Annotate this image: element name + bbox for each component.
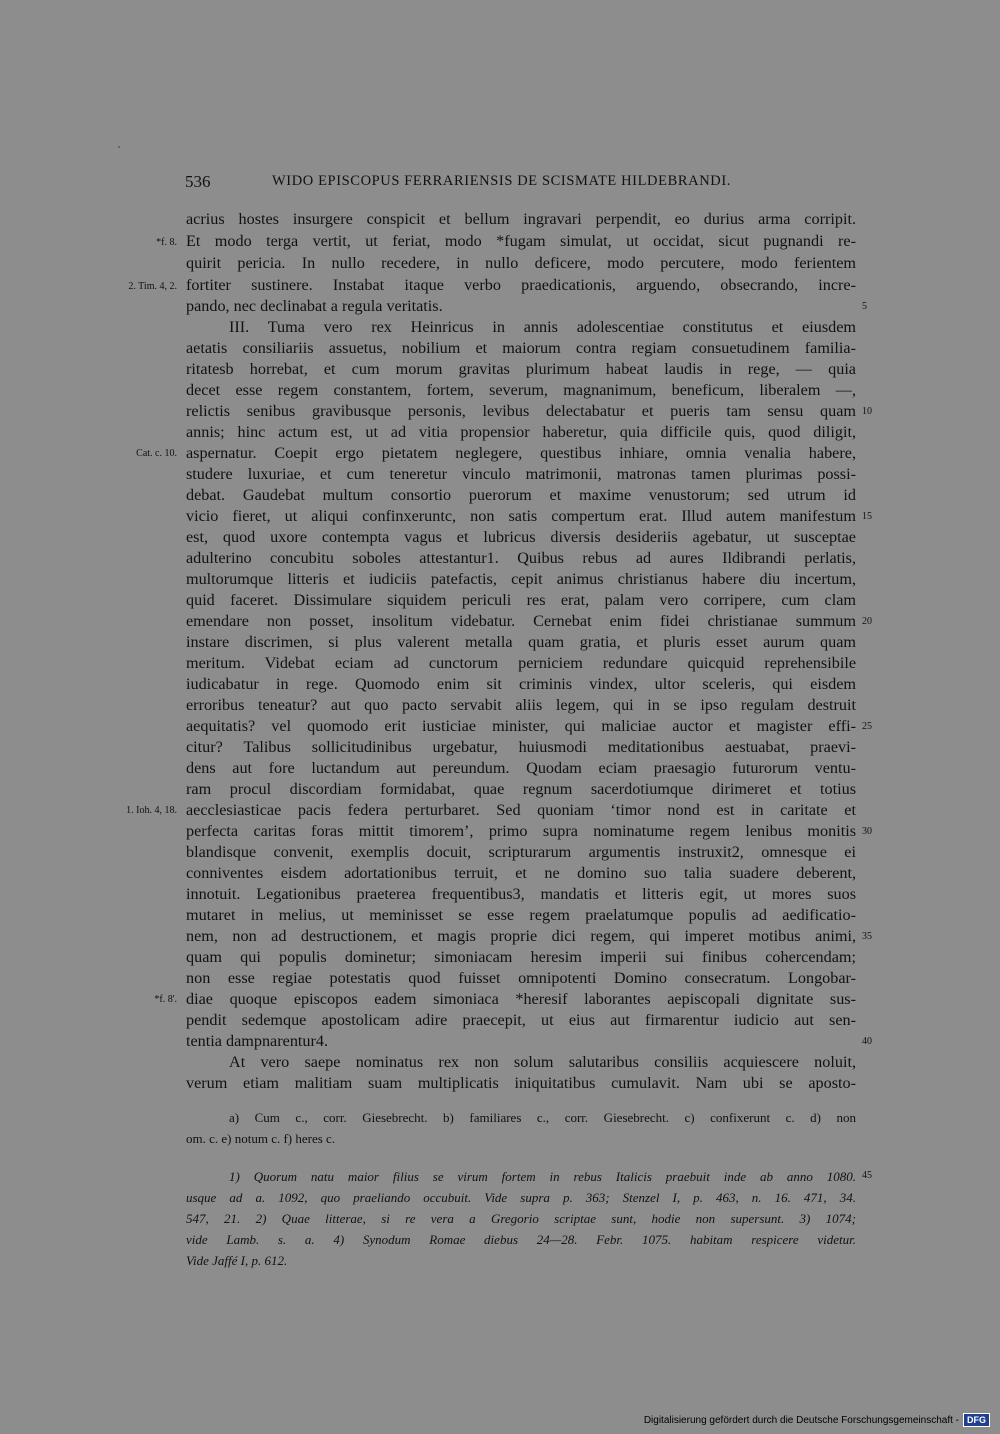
text-line: perfecta caritas foras mittit timorem’, primo supra nominatume regem lenibus monitis <box>186 822 856 840</box>
text-line: est, quod uxore contempta vagus et lubricus diversis desideriis agebatur, ut susceptae <box>186 528 856 546</box>
text-line: acrius hostes insurgere conspicit et bellum ingravari perpendit, eo durius arma corripit. <box>186 210 856 228</box>
line-number: 10 <box>862 406 872 417</box>
line-number: 5 <box>862 301 867 312</box>
text-line: quam qui populis dominetur; simoniacam heresim imperii sui finibus cohercendam; <box>186 948 856 966</box>
line-number: 25 <box>862 721 872 732</box>
text-line: mutaret in melius, ut meminisset se esse regem praelatumque populis ad aedificatio- <box>186 906 856 924</box>
text-line: quid faceret. Dissimulare siquidem periculi res erat, palam vero corripere, cum clam <box>186 591 856 609</box>
running-title: WIDO EPISCOPUS FERRARIENSIS DE SCISMATE HILDEBRANDI. <box>272 173 731 189</box>
line-number: 30 <box>862 826 872 837</box>
dfg-logo-icon: DFG <box>963 1413 990 1427</box>
text-line: fortiter sustinere. Instabat itaque verbo praedicationis, arguendo, obsecrando, incre- <box>186 276 856 294</box>
margin-ref: 2. Tim. 4, 2. <box>128 281 177 292</box>
line-number: 20 <box>862 616 872 627</box>
text-line: non esse regiae potestatis quod fuisset omnipotenti Domino consecratum. Longobar- <box>186 969 856 987</box>
text-line: aequitatis? vel quomodo erit iusticiae minister, qui maliciae auctor et magister effi- <box>186 717 856 735</box>
text-line: erroribus teneatur? aut quo pacto servabit aliis legem, qui in se ipso regulam destruit <box>186 696 856 714</box>
text-line: III. Tuma vero rex Heinricus in annis adolescentiae constitutus et eiusdem <box>229 318 856 336</box>
text-line: tentia dampnarentur4. <box>186 1032 329 1050</box>
footnote-line: vide Lamb. s. a. 4) Synodum Romae diebus 24—28. Febr. 1075. habitam respicere videtur. <box>186 1232 856 1247</box>
text-line: pendit sedemque apostolicam adire praecepit, ut eius aut firmarentur iudicio aut sen- <box>186 1011 856 1029</box>
text-line: decet esse regem constantem, fortem, severum, magnanimum, beneficum, liberalem —, <box>186 381 856 399</box>
text-line: ram procul discordiam formidabat, quae regnum sacerdotiumque dirimeret et totius <box>186 780 856 798</box>
text-line: conniventes eisdem adortationibus terruit, et ne domino suo talia suadere deberent, <box>186 864 856 882</box>
text-line: adulterino concubitu soboles attestantur1. Quibus rebus ad aures Ildibrandi perlatis, <box>186 549 856 567</box>
text-line: instare discrimen, si plus valerent metalla quam gratia, et pluris esset aurum quam <box>186 633 856 651</box>
text-line: relictis senibus gravibusque personis, levibus delectabatur et pueris tam sensu quam <box>186 402 856 420</box>
text-line: innotuit. Legationibus praeterea frequentibus3, mandatis et litteris egit, ut mores suos <box>186 885 856 903</box>
margin-ref: *f. 8. <box>156 237 177 248</box>
text-line: ritatesb horrebat, et cum morum gravitas plurimum habeat laudis in rege, — quia <box>186 360 856 378</box>
footnote-line: usque ad a. 1092, quo praeliando occubuit. Vide supra p. 363; Stenzel I, p. 463, n. 16. 471, 34. <box>186 1190 856 1205</box>
text-line: annis; hinc actum est, ut ad vitia propensior haberetur, quia difficile quis, quod diligit, <box>186 423 856 441</box>
text-line: pando, nec declinabat a regula veritatis. <box>186 297 443 315</box>
margin-ref: Cat. c. 10. <box>136 448 177 459</box>
scan-speck <box>118 146 120 148</box>
text-line: iudicabatur in rege. Quomodo enim sit criminis vindex, ultor sceleris, qui eisdem <box>186 675 856 693</box>
text-line: At vero saepe nominatus rex non solum salutaribus consiliis acquiescere noluit, <box>229 1053 856 1071</box>
text-line: blandisque convenit, exemplis docuit, scripturarum argumentis instruxit2, omnesque ei <box>186 843 856 861</box>
text-line: aecclesiasticae pacis federa perturbaret. Sed quoniam ‘timor nond est in caritate et <box>186 801 856 819</box>
margin-ref: *f. 8'. <box>154 994 177 1005</box>
text-line: diae quoque episcopos eadem simoniaca *heresif laborantes aepiscopali dignitate sus- <box>186 990 856 1008</box>
footnote-line: 547, 21. 2) Quae litterae, si re vera a Gregorio scriptae sunt, hodie non supersunt. 3) 1074; <box>186 1211 856 1226</box>
text-line: citur? Talibus sollicitudinibus urgebatur, huiusmodi meditationibus aestuabat, praevi- <box>186 738 856 756</box>
text-line: aspernatur. Coepit ergo pietatem neglegere, questibus inhiare, omnia venalia habere, <box>186 444 856 462</box>
line-number: 40 <box>862 1036 872 1047</box>
text-line: debat. Gaudebat multum consortio puerorum et maxime venustorum; sed utrum id <box>186 486 856 504</box>
footnote-line: 1) Quorum natu maior filius se virum fortem in rebus Italicis praebuit inde ab anno 1080. <box>229 1169 856 1184</box>
text-line: multorumque litteris et iudiciis patefactis, cepit animus christianus habere diu incertum, <box>186 570 856 588</box>
footer-text: Digitalisierung gefördert durch die Deutsche Forschungsgemeinschaft - <box>643 1414 959 1426</box>
margin-ref: 1. Ioh. 4, 18. <box>126 805 177 816</box>
text-line: meritum. Videbat eciam ad cunctorum perniciem redundare quicquid reprehensibile <box>186 654 856 672</box>
apparatus-line: a) Cum c., corr. Giesebrecht. b) familiares c., corr. Giesebrecht. c) confixerunt c. d) non <box>229 1110 856 1125</box>
page-number: 536 <box>185 172 211 191</box>
text-line: quirit pericia. In nullo recedere, in nullo deficere, modo percutere, modo ferientem <box>186 254 856 272</box>
apparatus-line: om. c. e) notum c. f) heres c. <box>186 1131 336 1146</box>
text-line: aetatis consiliariis assuetus, nobilium et maiorum contra regiam consuetudinem familia- <box>186 339 856 357</box>
text-line: Et modo terga vertit, ut feriat, modo *fugam simulat, ut occidat, sicut pugnandi re- <box>186 232 856 250</box>
digitization-footer <box>644 1412 990 1428</box>
text-line: nem, non ad destructionem, et magis proprie dici regem, qui imperet motibus animi, <box>186 927 856 945</box>
line-number: 45 <box>862 1170 872 1181</box>
footnote-line: Vide Jaffé I, p. 612. <box>186 1253 288 1268</box>
line-number: 35 <box>862 931 872 942</box>
text-line: dens aut fore luctandum aut pereundum. Quodam eciam praesagio futurorum ventu- <box>186 759 856 777</box>
page-header <box>185 172 855 194</box>
text-line: vicio fieret, ut aliqui confinxeruntc, non satis compertum erat. Illud autem manifestum <box>186 507 856 525</box>
text-line: verum etiam malitiam suam multiplicatis iniquitatibus cumulavit. Nam ubi se aposto- <box>186 1074 856 1092</box>
line-number: 15 <box>862 511 872 522</box>
text-line: emendare non posset, insolitum videbatur. Cernebat enim fidei christianae summum <box>186 612 856 630</box>
text-line: studere luxuriae, et cum teneretur vinculo matrimonii, matronas tamen plurimas possi- <box>186 465 856 483</box>
